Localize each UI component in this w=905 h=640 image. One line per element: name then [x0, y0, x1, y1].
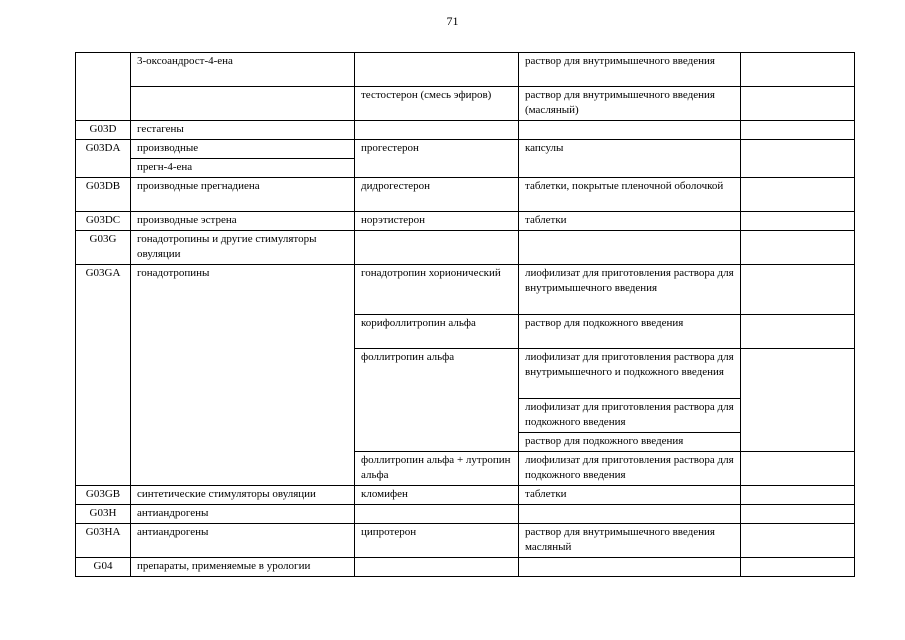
dosage-form-cell: таблетки	[519, 486, 741, 505]
dosage-form-cell	[519, 558, 741, 577]
table-row	[76, 140, 855, 159]
table-row	[76, 231, 855, 265]
atc-code-cell: G03GB	[76, 486, 131, 505]
note-cell	[741, 452, 855, 486]
substance-cell: ципротерон	[355, 524, 519, 558]
atc-code-cell: G03HA	[76, 524, 131, 558]
group-cell: производные прегнадиена	[131, 178, 355, 212]
substance-cell: фоллитропин альфа + лутропин альфа	[355, 452, 519, 486]
substance-cell: корифоллитропин альфа	[355, 315, 519, 349]
substance-cell: кломифен	[355, 486, 519, 505]
group-cell: 3-оксоандрост-4-ена	[131, 53, 355, 87]
table-row	[76, 505, 855, 524]
note-cell	[741, 121, 855, 140]
atc-code-cell	[76, 53, 131, 121]
group-cell: производные эстрена	[131, 212, 355, 231]
substance-cell: прогестерон	[355, 140, 519, 178]
table-row	[76, 53, 855, 87]
substance-cell: гонадотропин хорионический	[355, 265, 519, 315]
substance-cell: дидрогестерон	[355, 178, 519, 212]
note-cell	[741, 315, 855, 349]
note-cell	[741, 558, 855, 577]
note-cell	[741, 265, 855, 315]
atc-code-cell: G03DB	[76, 178, 131, 212]
note-cell	[741, 524, 855, 558]
note-cell	[741, 178, 855, 212]
group-cell-continued: прегн-4-ена	[131, 159, 355, 178]
substance-cell	[355, 505, 519, 524]
page-number: 71	[446, 14, 459, 28]
group-cell: гонадотропины	[131, 265, 355, 486]
table-row	[76, 121, 855, 140]
atc-code-cell: G03DC	[76, 212, 131, 231]
dosage-form-cell: таблетки, покрытые пленочной оболочкой	[519, 178, 741, 212]
table-row	[76, 486, 855, 505]
atc-code-cell: G03DA	[76, 140, 131, 178]
dosage-form-cell: лиофилизат для приготовления раствора для подкожного введения	[519, 399, 741, 433]
group-cell: антиандрогены	[131, 524, 355, 558]
dosage-form-cell: раствор для внутримышечного введения (масляный)	[519, 87, 741, 121]
table-row	[76, 265, 855, 315]
dosage-form-cell: лиофилизат для приготовления раствора для внутримышечного введения	[519, 265, 741, 315]
dosage-form-cell	[519, 231, 741, 265]
group-cell: антиандрогены	[131, 505, 355, 524]
note-cell	[741, 349, 855, 452]
note-cell	[741, 212, 855, 231]
atc-code-cell: G03H	[76, 505, 131, 524]
substance-cell: тестостерон (смесь эфиров)	[355, 87, 519, 121]
atc-code-cell: G04	[76, 558, 131, 577]
group-cell	[131, 87, 355, 121]
substance-cell: норэтистерон	[355, 212, 519, 231]
dosage-form-cell	[519, 121, 741, 140]
atc-code-cell: G03D	[76, 121, 131, 140]
dosage-form-cell: лиофилизат для приготовления раствора для подкожного введения	[519, 452, 741, 486]
group-cell: производные	[131, 140, 355, 159]
note-cell	[741, 140, 855, 178]
substance-cell	[355, 558, 519, 577]
table-row	[76, 87, 855, 121]
note-cell	[741, 505, 855, 524]
note-cell	[741, 53, 855, 87]
dosage-form-cell: таблетки	[519, 212, 741, 231]
note-cell	[741, 231, 855, 265]
substance-cell: фоллитропин альфа	[355, 349, 519, 452]
dosage-form-cell: лиофилизат для приготовления раствора для внутримышечного и подкожного введения	[519, 349, 741, 399]
table-row	[76, 178, 855, 212]
table-row	[76, 524, 855, 558]
note-cell	[741, 87, 855, 121]
dosage-form-cell: раствор для подкожного введения	[519, 433, 741, 452]
group-cell: гонадотропины и другие стимуляторы овуляции	[131, 231, 355, 265]
table-row	[76, 558, 855, 577]
substance-cell	[355, 53, 519, 87]
dosage-form-cell: раствор для внутримышечного введения	[519, 53, 741, 87]
atc-code-cell: G03GA	[76, 265, 131, 486]
group-cell: препараты, применяемые в урологии	[131, 558, 355, 577]
dosage-form-cell	[519, 505, 741, 524]
substance-cell	[355, 121, 519, 140]
dosage-form-cell: капсулы	[519, 140, 741, 178]
group-cell: синтетические стимуляторы овуляции	[131, 486, 355, 505]
drug-table	[75, 52, 855, 577]
atc-code-cell: G03G	[76, 231, 131, 265]
table-row	[76, 212, 855, 231]
substance-cell	[355, 231, 519, 265]
group-cell: гестагены	[131, 121, 355, 140]
note-cell	[741, 486, 855, 505]
dosage-form-cell: раствор для подкожного введения	[519, 315, 741, 349]
dosage-form-cell: раствор для внутримышечного введения масляный	[519, 524, 741, 558]
